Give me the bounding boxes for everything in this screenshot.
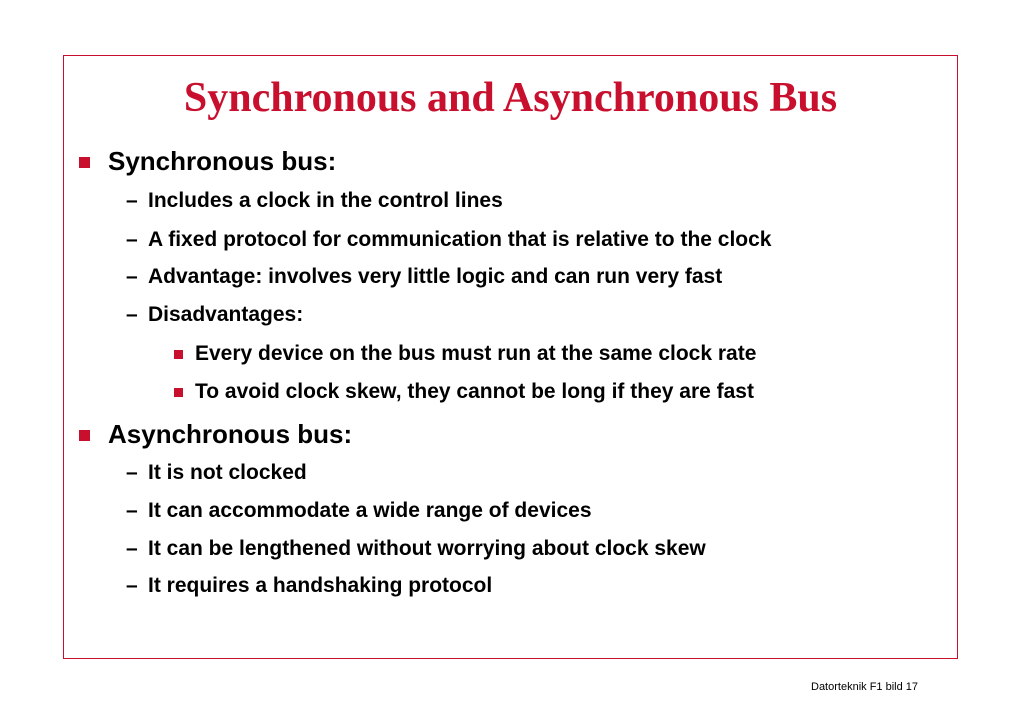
list-item: It can accommodate a wide range of devices [148, 499, 592, 522]
bullet-square-icon [79, 157, 90, 168]
list-item: Disadvantages: [148, 303, 304, 326]
list-item: It can be lengthened without worrying about clock skew [148, 537, 706, 560]
section-heading-synchronous: Synchronous bus: [108, 146, 337, 176]
dash-bullet: – [126, 189, 138, 212]
list-item: Advantage: involves very little logic and can run very fast [148, 265, 723, 288]
bullet-square-icon [79, 430, 90, 441]
dash-bullet: – [126, 574, 138, 597]
sub-list-item: Every device on the bus must run at the same clock rate [195, 342, 757, 365]
list-item: It requires a handshaking protocol [148, 574, 493, 597]
bullet-square-icon [174, 350, 183, 359]
section-heading-asynchronous: Asynchronous bus: [108, 419, 353, 449]
slide-footer: Datorteknik F1 bild 17 [811, 681, 918, 693]
dash-bullet: – [126, 537, 138, 560]
dash-bullet: – [126, 265, 138, 288]
dash-bullet: – [126, 228, 138, 251]
sub-list-item: To avoid clock skew, they cannot be long if they are fast [195, 380, 754, 403]
dash-bullet: – [126, 461, 138, 484]
slide-title: Synchronous and Asynchronous Bus [183, 75, 838, 121]
list-item: It is not clocked [148, 461, 307, 484]
dash-bullet: – [126, 303, 138, 326]
list-item: Includes a clock in the control lines [148, 189, 503, 212]
dash-bullet: – [126, 499, 138, 522]
bullet-square-icon [174, 388, 183, 397]
list-item: A fixed protocol for communication that is relative to the clock [148, 228, 772, 251]
